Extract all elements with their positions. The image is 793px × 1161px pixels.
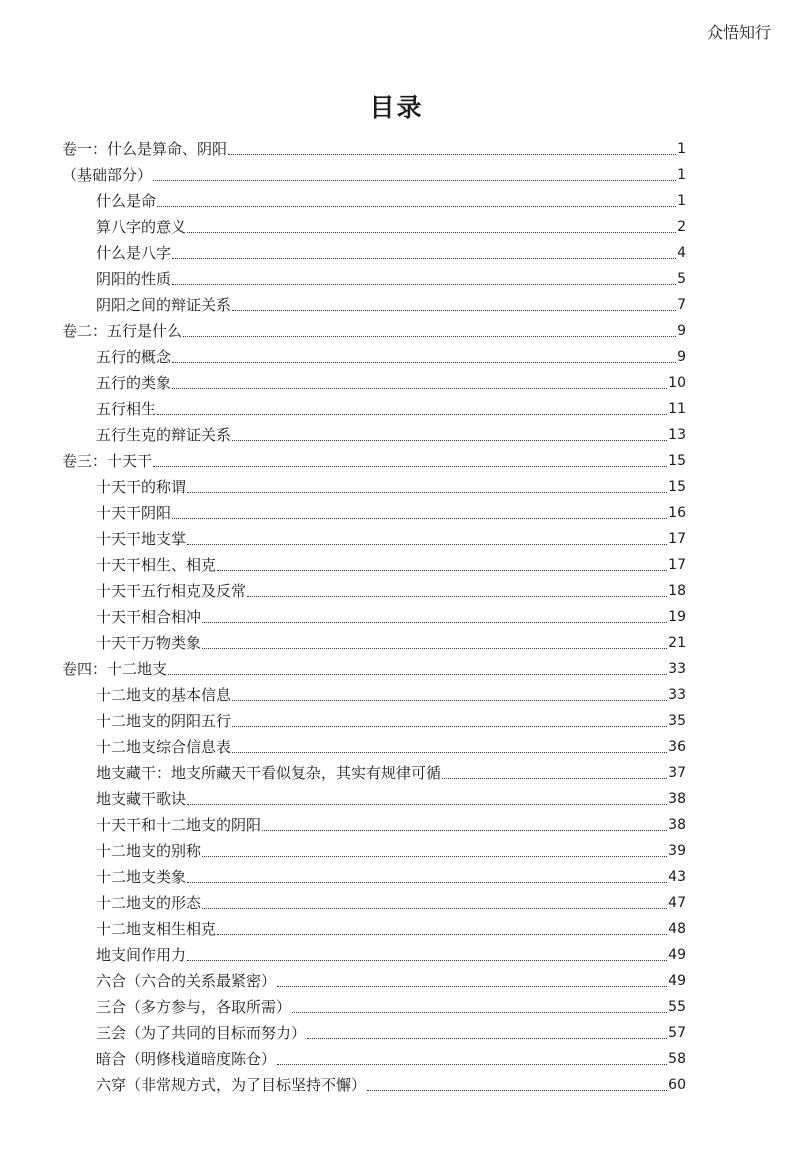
toc-page-number: 36	[668, 739, 686, 755]
toc-entry-label: 三合（多方参与，各取所需）	[96, 998, 292, 1016]
toc-dot-leader	[172, 257, 676, 259]
toc-dot-leader	[202, 647, 667, 649]
toc-dot-leader	[307, 1037, 667, 1039]
toc-dot-leader	[187, 959, 667, 961]
toc-entry-label: 十天干和十二地支的阴阳	[96, 816, 262, 834]
toc-entry-label: 十天干万物类象	[96, 634, 202, 652]
toc-entry-label: 三会（为了共同的目标而努力）	[96, 1024, 307, 1042]
toc-entry-label: 十二地支的形态	[96, 894, 202, 912]
toc-page-number: 39	[668, 843, 686, 859]
toc-entry[interactable]	[96, 341, 686, 367]
toc-entry-label: 十二地支综合信息表	[96, 738, 232, 756]
toc-page-number: 7	[677, 297, 686, 313]
toc-dot-leader	[232, 309, 676, 311]
toc-entry-label: 算八字的意义	[96, 218, 187, 236]
toc-entry[interactable]	[96, 939, 686, 965]
toc-dot-leader	[168, 673, 667, 675]
toc-entry[interactable]	[96, 861, 686, 887]
toc-entry-label: 阴阳之间的辩证关系	[96, 296, 232, 314]
toc-entry[interactable]	[62, 445, 686, 471]
toc-page-number: 9	[677, 349, 686, 365]
toc-page-number: 60	[668, 1077, 686, 1093]
toc-entry[interactable]	[62, 133, 686, 159]
toc-entry[interactable]	[96, 471, 686, 497]
toc-entry-label: 十二地支的别称	[96, 842, 202, 860]
toc-dot-leader	[187, 543, 667, 545]
toc-entry-label: 卷三：十天干	[62, 452, 153, 470]
header-brand: 众悟知行	[706, 23, 771, 42]
toc-entry-label: 十天干的称谓	[96, 478, 187, 496]
toc-entry-label: 五行的概念	[96, 348, 172, 366]
toc-entry[interactable]	[62, 315, 686, 341]
toc-page-number: 16	[668, 505, 686, 521]
toc-page-number: 21	[668, 635, 686, 651]
toc-entry[interactable]	[96, 289, 686, 315]
toc-page-number: 43	[668, 869, 686, 885]
toc-entry-label: 六穿（非常规方式，为了目标坚持不懈）	[96, 1076, 367, 1094]
toc-page-number: 11	[668, 401, 686, 417]
toc-dot-leader	[202, 855, 667, 857]
toc-entry[interactable]	[96, 575, 686, 601]
toc-dot-leader	[277, 1063, 667, 1065]
toc-dot-leader	[228, 153, 676, 155]
toc-page-number: 49	[668, 947, 686, 963]
toc-page-number: 47	[668, 895, 686, 911]
toc-entry[interactable]	[96, 1017, 686, 1043]
toc-page-number: 49	[668, 973, 686, 989]
toc-entry-label: 六合（六合的关系最紧密）	[96, 972, 277, 990]
toc-page-number: 15	[668, 479, 686, 495]
toc-page-number: 57	[668, 1025, 686, 1041]
toc-page-number: 13	[668, 427, 686, 443]
toc-dot-leader	[157, 413, 667, 415]
toc-page-number: 33	[668, 687, 686, 703]
toc-dot-leader	[187, 803, 667, 805]
toc-entry-label: 十天干阴阳	[96, 504, 172, 522]
toc-entry-label: 五行的类象	[96, 374, 172, 392]
toc-page-number: 2	[677, 219, 686, 235]
toc-dot-leader	[217, 569, 667, 571]
toc-entry-label: 什么是命	[96, 192, 157, 210]
toc-entry-label: 卷四：十二地支	[62, 660, 168, 678]
toc-dot-leader	[202, 907, 667, 909]
toc-entry[interactable]	[96, 497, 686, 523]
toc-entry-label: （基础部分）	[62, 166, 153, 184]
toc-entry[interactable]	[96, 1069, 686, 1095]
toc-entry-label: 十天干相生、相克	[96, 556, 217, 574]
toc-entry-label: 五行相生	[96, 400, 157, 418]
toc-dot-leader	[153, 179, 676, 181]
toc-entry-label: 阴阳的性质	[96, 270, 172, 288]
toc-dot-leader	[183, 335, 676, 337]
toc-entry-label: 暗合（明修栈道暗度陈仓）	[96, 1050, 277, 1068]
toc-entry-label: 卷二：五行是什么	[62, 322, 183, 340]
toc-entry-label: 十二地支相生相克	[96, 920, 217, 938]
toc-entry[interactable]	[62, 653, 686, 679]
toc-dot-leader	[442, 777, 667, 779]
toc-page-number: 1	[677, 141, 686, 157]
toc-dot-leader	[367, 1089, 667, 1091]
toc-entry[interactable]	[96, 237, 686, 263]
toc-entry[interactable]	[96, 419, 686, 445]
toc-entry[interactable]	[96, 809, 686, 835]
toc-page-number: 18	[668, 583, 686, 599]
toc-entry-label: 十二地支类象	[96, 868, 187, 886]
toc-entry[interactable]	[96, 549, 686, 575]
toc-dot-leader	[232, 725, 667, 727]
toc-entry[interactable]	[96, 705, 686, 731]
page-title: 目录	[369, 93, 424, 122]
toc-page-number: 55	[668, 999, 686, 1015]
toc-dot-leader	[292, 1011, 667, 1013]
toc-dot-leader	[232, 699, 667, 701]
toc-dot-leader	[187, 491, 667, 493]
toc-dot-leader	[217, 933, 667, 935]
toc-page-number: 10	[668, 375, 686, 391]
toc-page-number: 19	[668, 609, 686, 625]
toc-dot-leader	[277, 985, 667, 987]
toc-dot-leader	[232, 439, 667, 441]
toc-entry[interactable]	[96, 731, 686, 757]
toc-entry-label: 十天干五行相克及反常	[96, 582, 247, 600]
toc-entry-label: 卷一：什么是算命、阴阳	[62, 140, 228, 158]
toc-entry[interactable]	[96, 991, 686, 1017]
toc-entry[interactable]	[96, 835, 686, 861]
toc-page-number: 9	[677, 323, 686, 339]
toc-entry-label: 十二地支的阴阳五行	[96, 712, 232, 730]
toc-dot-leader	[247, 595, 667, 597]
toc-entry[interactable]	[96, 393, 686, 419]
toc-entry-label: 十天干相合相冲	[96, 608, 202, 626]
toc-page-number: 5	[677, 271, 686, 287]
toc-dot-leader	[232, 751, 667, 753]
toc-page-number: 15	[668, 453, 686, 469]
toc-entry[interactable]	[96, 783, 686, 809]
toc-dot-leader	[262, 829, 667, 831]
toc-entry-label: 五行生克的辩证关系	[96, 426, 232, 444]
toc-dot-leader	[172, 517, 667, 519]
toc-dot-leader	[187, 881, 667, 883]
toc-page-number: 17	[668, 557, 686, 573]
toc-entry-label: 地支藏干歌诀	[96, 790, 187, 808]
toc-dot-leader	[202, 621, 667, 623]
toc-page-number: 1	[677, 167, 686, 183]
toc-dot-leader	[187, 231, 676, 233]
toc-entry[interactable]	[96, 601, 686, 627]
toc-page-number: 4	[677, 245, 686, 261]
toc-page-number: 33	[668, 661, 686, 677]
toc-entry-label: 什么是八字	[96, 244, 172, 262]
toc-page-number: 17	[668, 531, 686, 547]
toc-dot-leader	[153, 465, 667, 467]
toc-dot-leader	[157, 205, 676, 207]
toc-page-number: 48	[668, 921, 686, 937]
toc-entry[interactable]	[96, 913, 686, 939]
toc-entry[interactable]	[96, 679, 686, 705]
toc-entry[interactable]	[96, 185, 686, 211]
toc-entry[interactable]	[96, 627, 686, 653]
toc-page-number: 35	[668, 713, 686, 729]
toc-entry[interactable]	[96, 263, 686, 289]
toc-entry[interactable]	[96, 757, 686, 783]
toc-entry[interactable]	[96, 523, 686, 549]
toc-entry-label: 十天干地支掌	[96, 530, 187, 548]
toc-entry[interactable]	[62, 159, 686, 185]
toc-entry[interactable]	[96, 965, 686, 991]
toc-entry[interactable]	[96, 887, 686, 913]
toc-page-number: 58	[668, 1051, 686, 1067]
toc-dot-leader	[172, 361, 676, 363]
toc-entry-label: 十二地支的基本信息	[96, 686, 232, 704]
toc-page-number: 38	[668, 817, 686, 833]
toc-entry[interactable]	[96, 367, 686, 393]
toc-dot-leader	[172, 387, 667, 389]
toc-page-number: 38	[668, 791, 686, 807]
toc-dot-leader	[172, 283, 676, 285]
toc-page-number: 1	[677, 193, 686, 209]
toc-entry-label: 地支藏干：地支所藏天干看似复杂，其实有规律可循	[96, 764, 442, 782]
toc-entry-label: 地支间作用力	[96, 946, 187, 964]
toc-entry[interactable]	[96, 211, 686, 237]
toc-entry[interactable]	[96, 1043, 686, 1069]
toc-page-number: 37	[668, 765, 686, 781]
